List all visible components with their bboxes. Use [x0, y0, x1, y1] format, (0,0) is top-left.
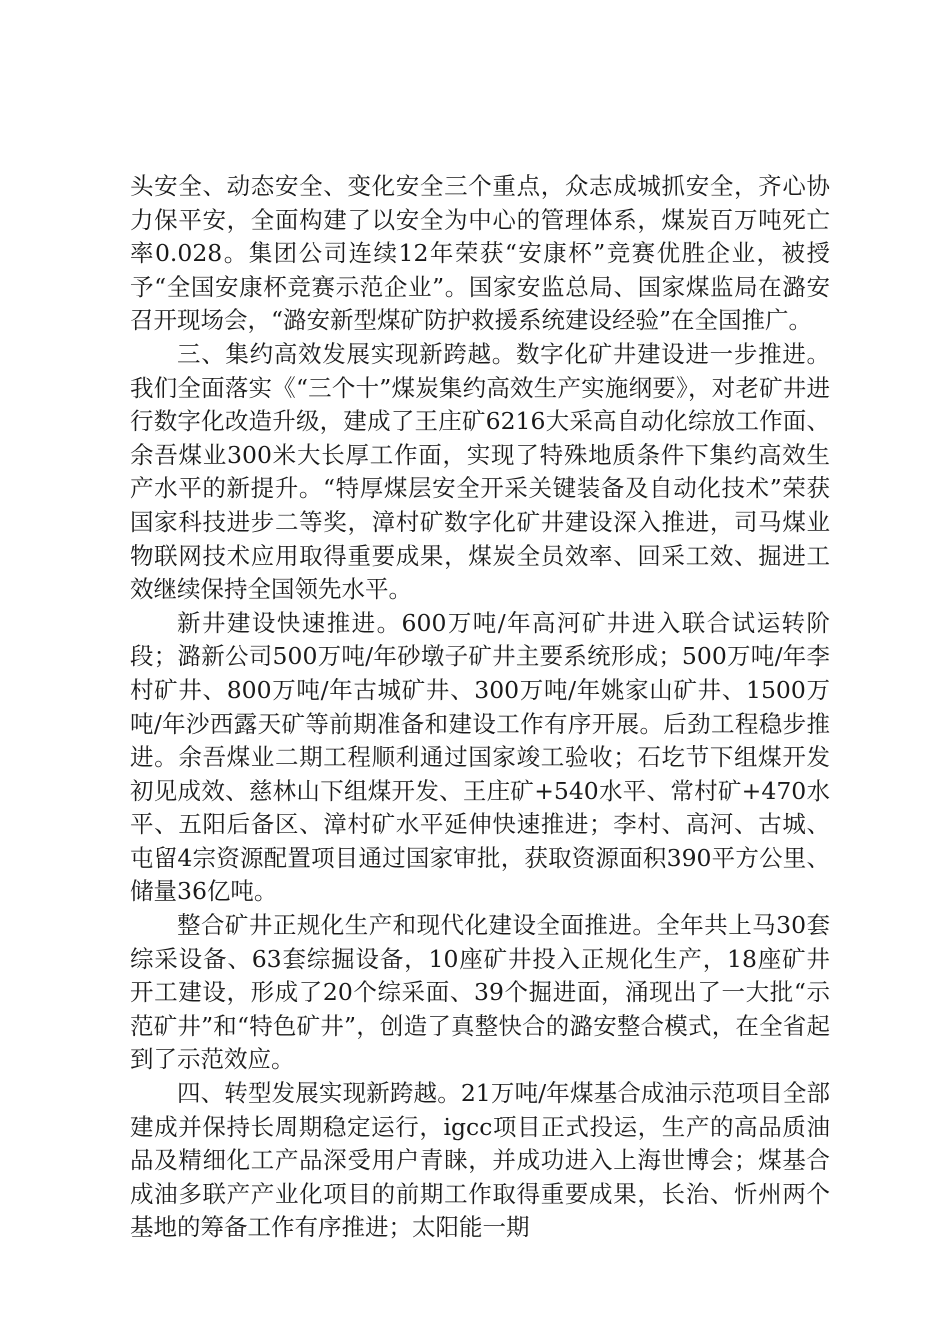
document-body	[130, 170, 830, 1245]
paragraph-mine-integration: 整合矿井正规化生产和现代化建设全面推进。全年共上马30套综采设备、63套综掘设备，10座矿井投入正规化生产，18座矿井开工建设，形成了20个综采面、39个掘进面，涌现出了一大批“示范矿井”和“特色矿井”，创造了真整快合的潞安整合模式，在全省起到了示范效应。	[130, 911, 830, 1074]
paragraph-new-mine-construction: 新井建设快速推进。600万吨/年高河矿井进入联合试运转阶段；潞新公司500万吨/年砂墩子矿井主要系统形成；500万吨/年李村矿井、800万吨/年古城矿井、300万吨/年姚家山矿井、1500万吨/年沙西露天矿等前期准备和建设工作有序开展。后劲工程稳步推进。余吾煤业二期工程顺利通过国家竣工验收；石圪节下组煤开发初见成效、慈林山下组煤开发、王庄矿+540水平、常村矿+470水平、五阳后备区、漳村矿水平延伸快速推进；李村、高河、古城、屯留4宗资源配置项目通过国家审批，获取资源面积390平方公里、储量36亿吨。	[130, 608, 830, 906]
paragraph-transformation-development: 四、转型发展实现新跨越。21万吨/年煤基合成油示范项目全部建成并保持长周期稳定运行，igcc项目正式投运，生产的高品质油品及精细化工产品深受用户青睐，并成功进入上海世博会；煤基合成油多联产产业化项目的前期工作取得重要成果，长治、忻州两个基地的筹备工作有序推进；太阳能一期	[130, 1079, 830, 1242]
paragraph-intensive-development: 三、集约高效发展实现新跨越。数字化矿井建设进一步推进。我们全面落实《“三个十”煤炭集约高效生产实施纲要》，对老矿井进行数字化改造升级，建成了王庄矿6216大采高自动化综放工作面、余吾煤业300米大长厚工作面，实现了特殊地质条件下集约高效生产水平的新提升。“特厚煤层安全开采关键装备及自动化技术”荣获国家科技进步二等奖，漳村矿数字化矿井建设深入推进，司马煤业物联网技术应用取得重要成果，煤炭全员效率、回采工效、掘进工效继续保持全国领先水平。	[130, 339, 830, 604]
paragraph-safety-continued: 头安全、动态安全、变化安全三个重点，众志成城抓安全，齐心协力保平安，全面构建了以安全为中心的管理体系，煤炭百万吨死亡率0.028。集团公司连续12年荣获“安康杯”竞赛优胜企业，被授予“全国安康杯竞赛示范企业”。国家安监总局、国家煤监局在潞安召开现场会，“潞安新型煤矿防护救援系统建设经验”在全国推广。	[130, 172, 830, 335]
